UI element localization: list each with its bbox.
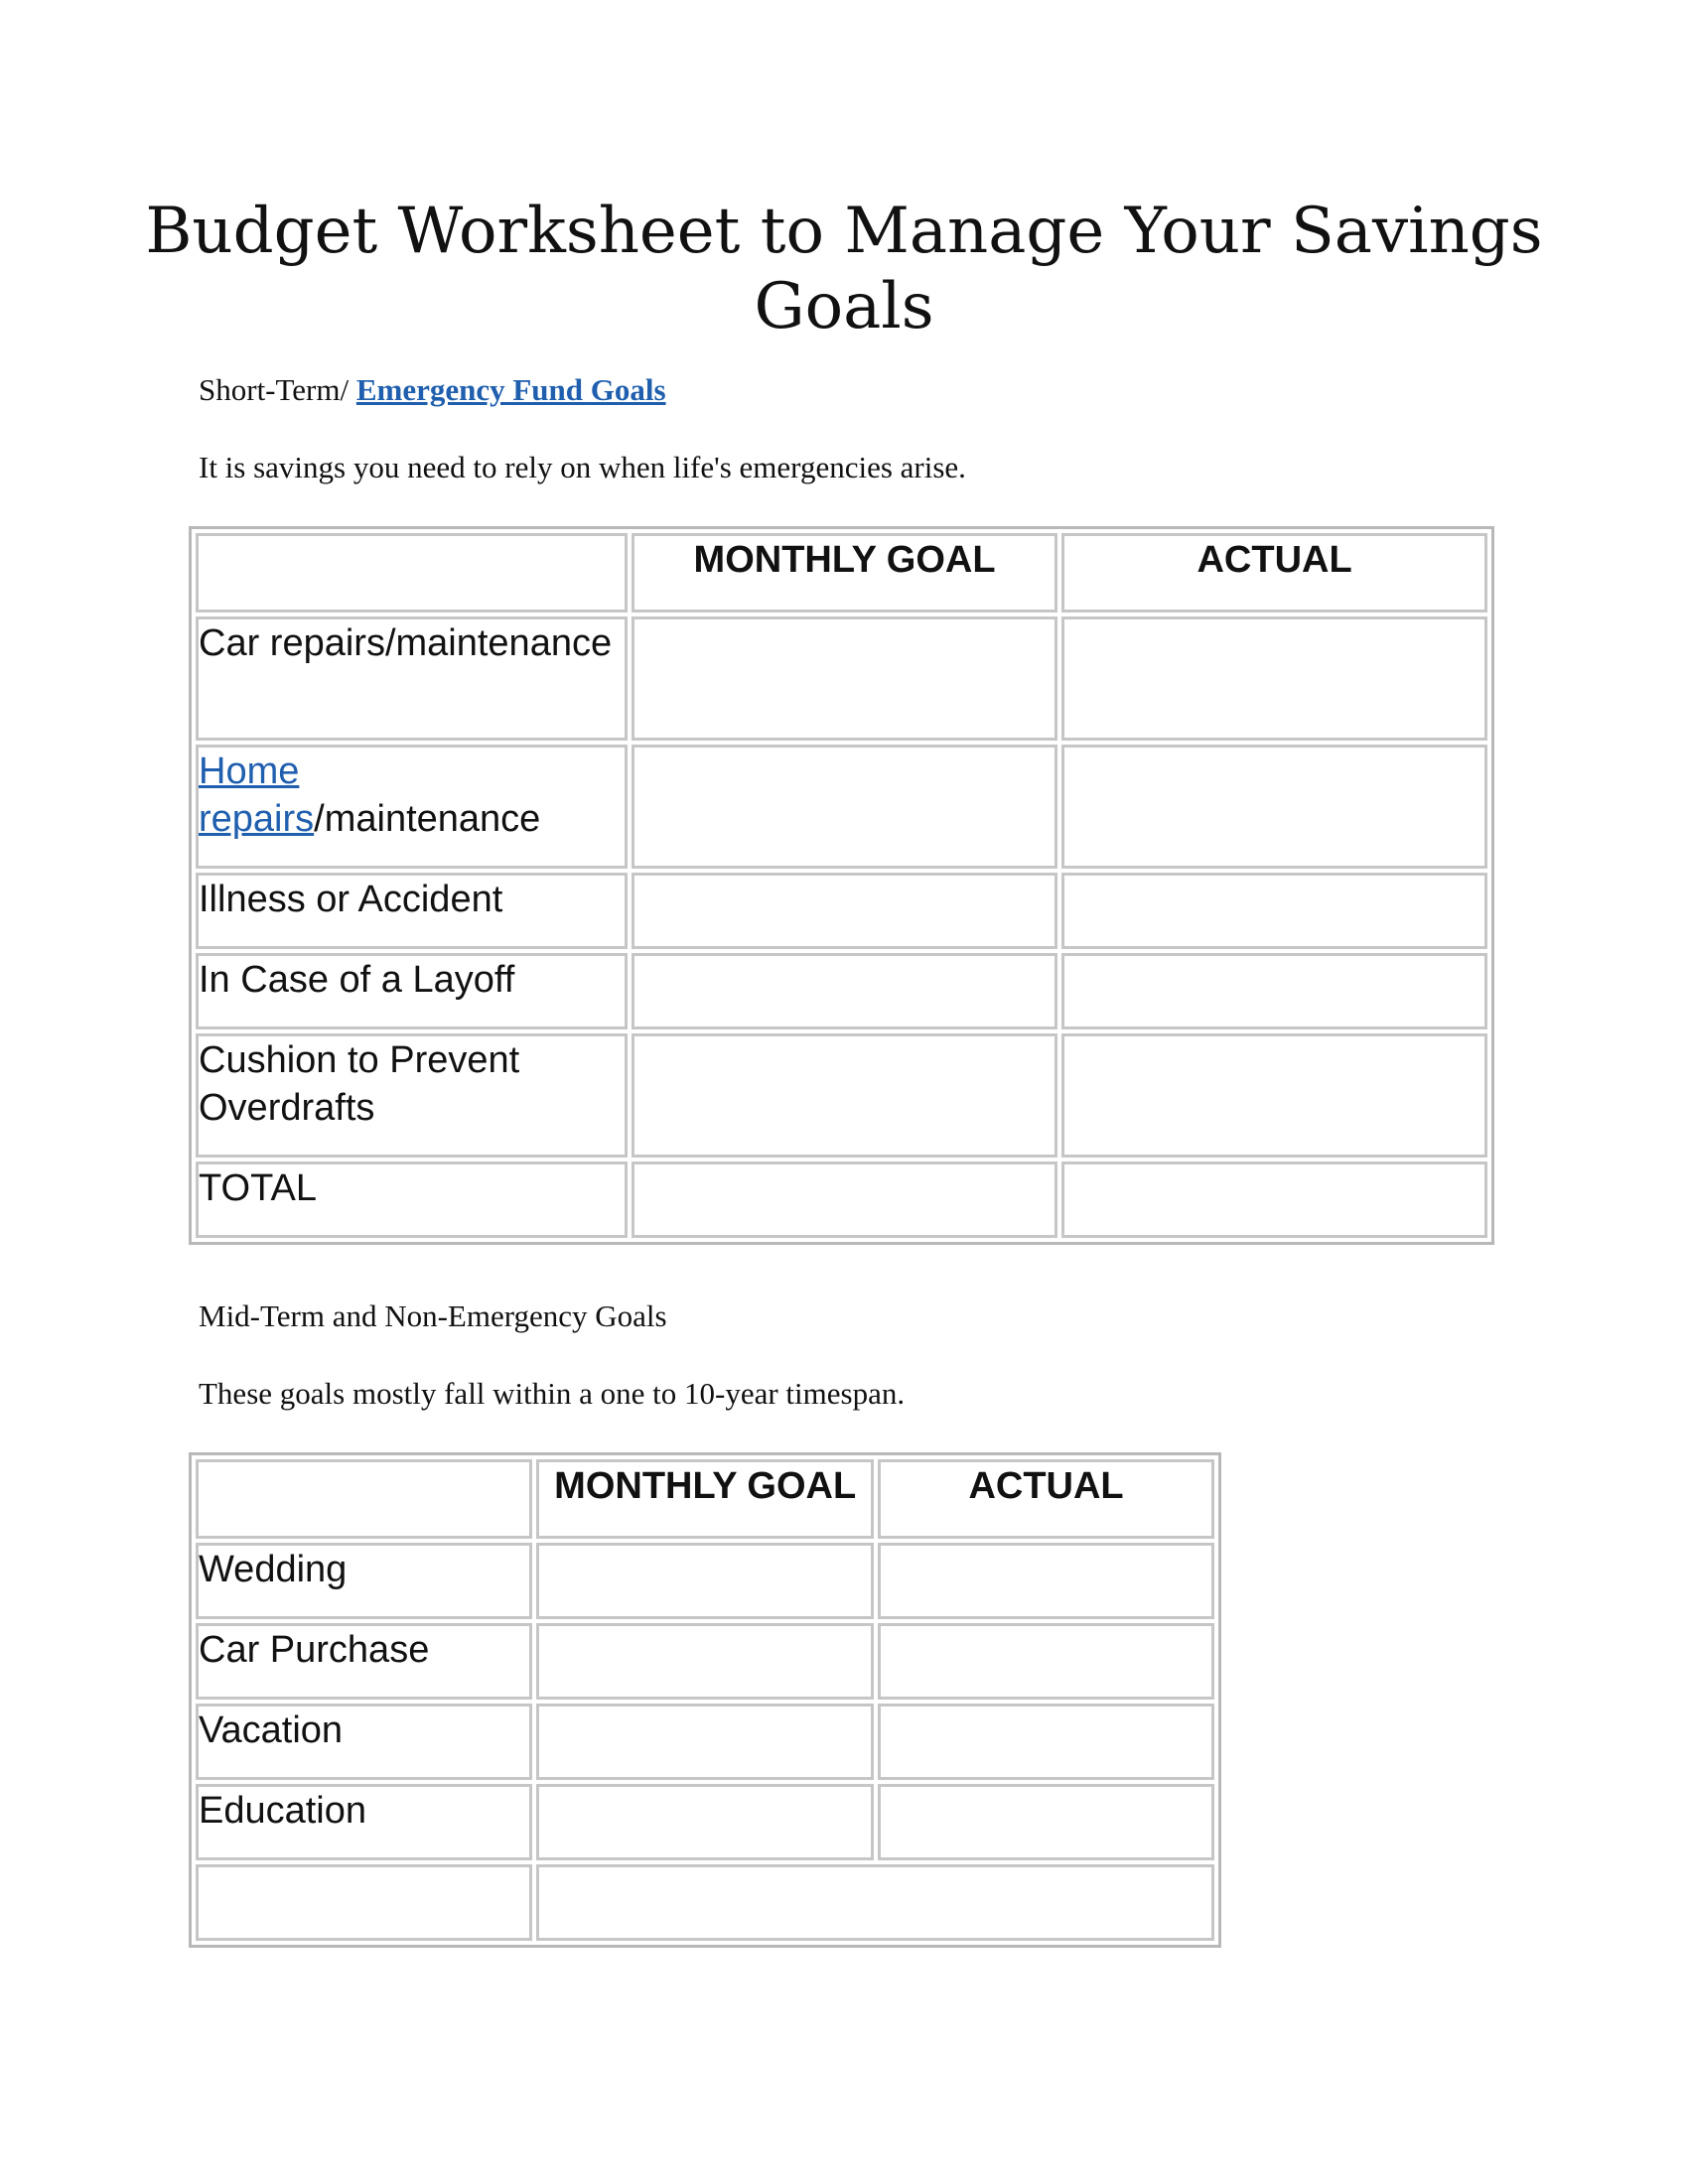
header-actual: ACTUAL bbox=[878, 1459, 1214, 1539]
table-header-row bbox=[196, 533, 1487, 613]
actual-cell[interactable] bbox=[878, 1623, 1214, 1700]
table-row bbox=[196, 1784, 1214, 1860]
emergency-fund-goals-link[interactable]: Emergency Fund Goals bbox=[355, 372, 666, 407]
actual-cell[interactable] bbox=[1061, 1033, 1487, 1158]
section1-heading bbox=[199, 370, 666, 410]
table-row bbox=[196, 953, 1487, 1029]
section2-heading: Mid-Term and Non-Emergency Goals bbox=[199, 1298, 667, 1333]
actual-cell[interactable] bbox=[878, 1543, 1214, 1619]
monthly-goal-cell[interactable] bbox=[632, 1161, 1057, 1238]
table-row bbox=[196, 1161, 1487, 1238]
actual-cell[interactable] bbox=[1061, 745, 1487, 869]
row-label-home-repairs bbox=[196, 745, 628, 869]
actual-cell[interactable] bbox=[1061, 873, 1487, 949]
row-label-layoff: In Case of a Layoff bbox=[196, 953, 628, 1029]
actual-cell[interactable] bbox=[878, 1784, 1214, 1860]
merged-cell[interactable] bbox=[536, 1864, 1214, 1941]
header-monthly-goal: MONTHLY GOAL bbox=[632, 533, 1057, 613]
monthly-goal-cell[interactable] bbox=[632, 873, 1057, 949]
monthly-goal-cell[interactable] bbox=[536, 1784, 874, 1860]
header-actual: ACTUAL bbox=[1061, 533, 1487, 613]
table-row bbox=[196, 873, 1487, 949]
monthly-goal-cell[interactable] bbox=[632, 745, 1057, 869]
table-row bbox=[196, 1033, 1487, 1158]
monthly-goal-cell[interactable] bbox=[536, 1543, 874, 1619]
row-label-car-purchase: Car Purchase bbox=[196, 1623, 532, 1700]
page-title: Budget Worksheet to Manage Your Savings Goals bbox=[145, 195, 1543, 343]
table-row bbox=[196, 616, 1487, 741]
mid-term-goals-table bbox=[189, 1452, 1221, 1948]
table-row bbox=[196, 1543, 1214, 1619]
section2-description: These goals mostly fall within a one to 10-year timespan. bbox=[199, 1376, 906, 1411]
table-row bbox=[196, 1704, 1214, 1780]
monthly-goal-cell[interactable] bbox=[632, 1033, 1057, 1158]
row-label-car-repairs: Car repairs/maintenance bbox=[196, 616, 628, 741]
row-label-illness: Illness or Accident bbox=[196, 873, 628, 949]
actual-cell[interactable] bbox=[1061, 1161, 1487, 1238]
header-cell-blank bbox=[196, 533, 628, 613]
row-label-total: TOTAL bbox=[196, 1161, 628, 1238]
row-label-education: Education bbox=[196, 1784, 532, 1860]
emergency-goals-table bbox=[189, 526, 1494, 1245]
section1-description: It is savings you need to rely on when life's emergencies arise. bbox=[199, 450, 966, 484]
row-label-wedding: Wedding bbox=[196, 1543, 532, 1619]
home-repairs-link[interactable]: Home repairs bbox=[199, 751, 315, 840]
actual-cell[interactable] bbox=[1061, 616, 1487, 741]
actual-cell[interactable] bbox=[878, 1704, 1214, 1780]
actual-cell[interactable] bbox=[1061, 953, 1487, 1029]
table-row bbox=[196, 1864, 1214, 1941]
home-repairs-suffix: /maintenance bbox=[314, 798, 541, 840]
monthly-goal-cell[interactable] bbox=[632, 953, 1057, 1029]
monthly-goal-cell[interactable] bbox=[536, 1704, 874, 1780]
section1-heading-prefix: Short-Term/ bbox=[199, 372, 356, 407]
header-cell-blank bbox=[196, 1459, 532, 1539]
table-row bbox=[196, 1623, 1214, 1700]
table-header-row bbox=[196, 1459, 1214, 1539]
row-label-overdrafts: Cushion to Prevent Overdrafts bbox=[196, 1033, 628, 1158]
monthly-goal-cell[interactable] bbox=[536, 1623, 874, 1700]
row-label-blank[interactable] bbox=[196, 1864, 532, 1941]
row-label-vacation: Vacation bbox=[196, 1704, 532, 1780]
monthly-goal-cell[interactable] bbox=[632, 616, 1057, 741]
table-row bbox=[196, 745, 1487, 869]
header-monthly-goal: MONTHLY GOAL bbox=[536, 1459, 874, 1539]
